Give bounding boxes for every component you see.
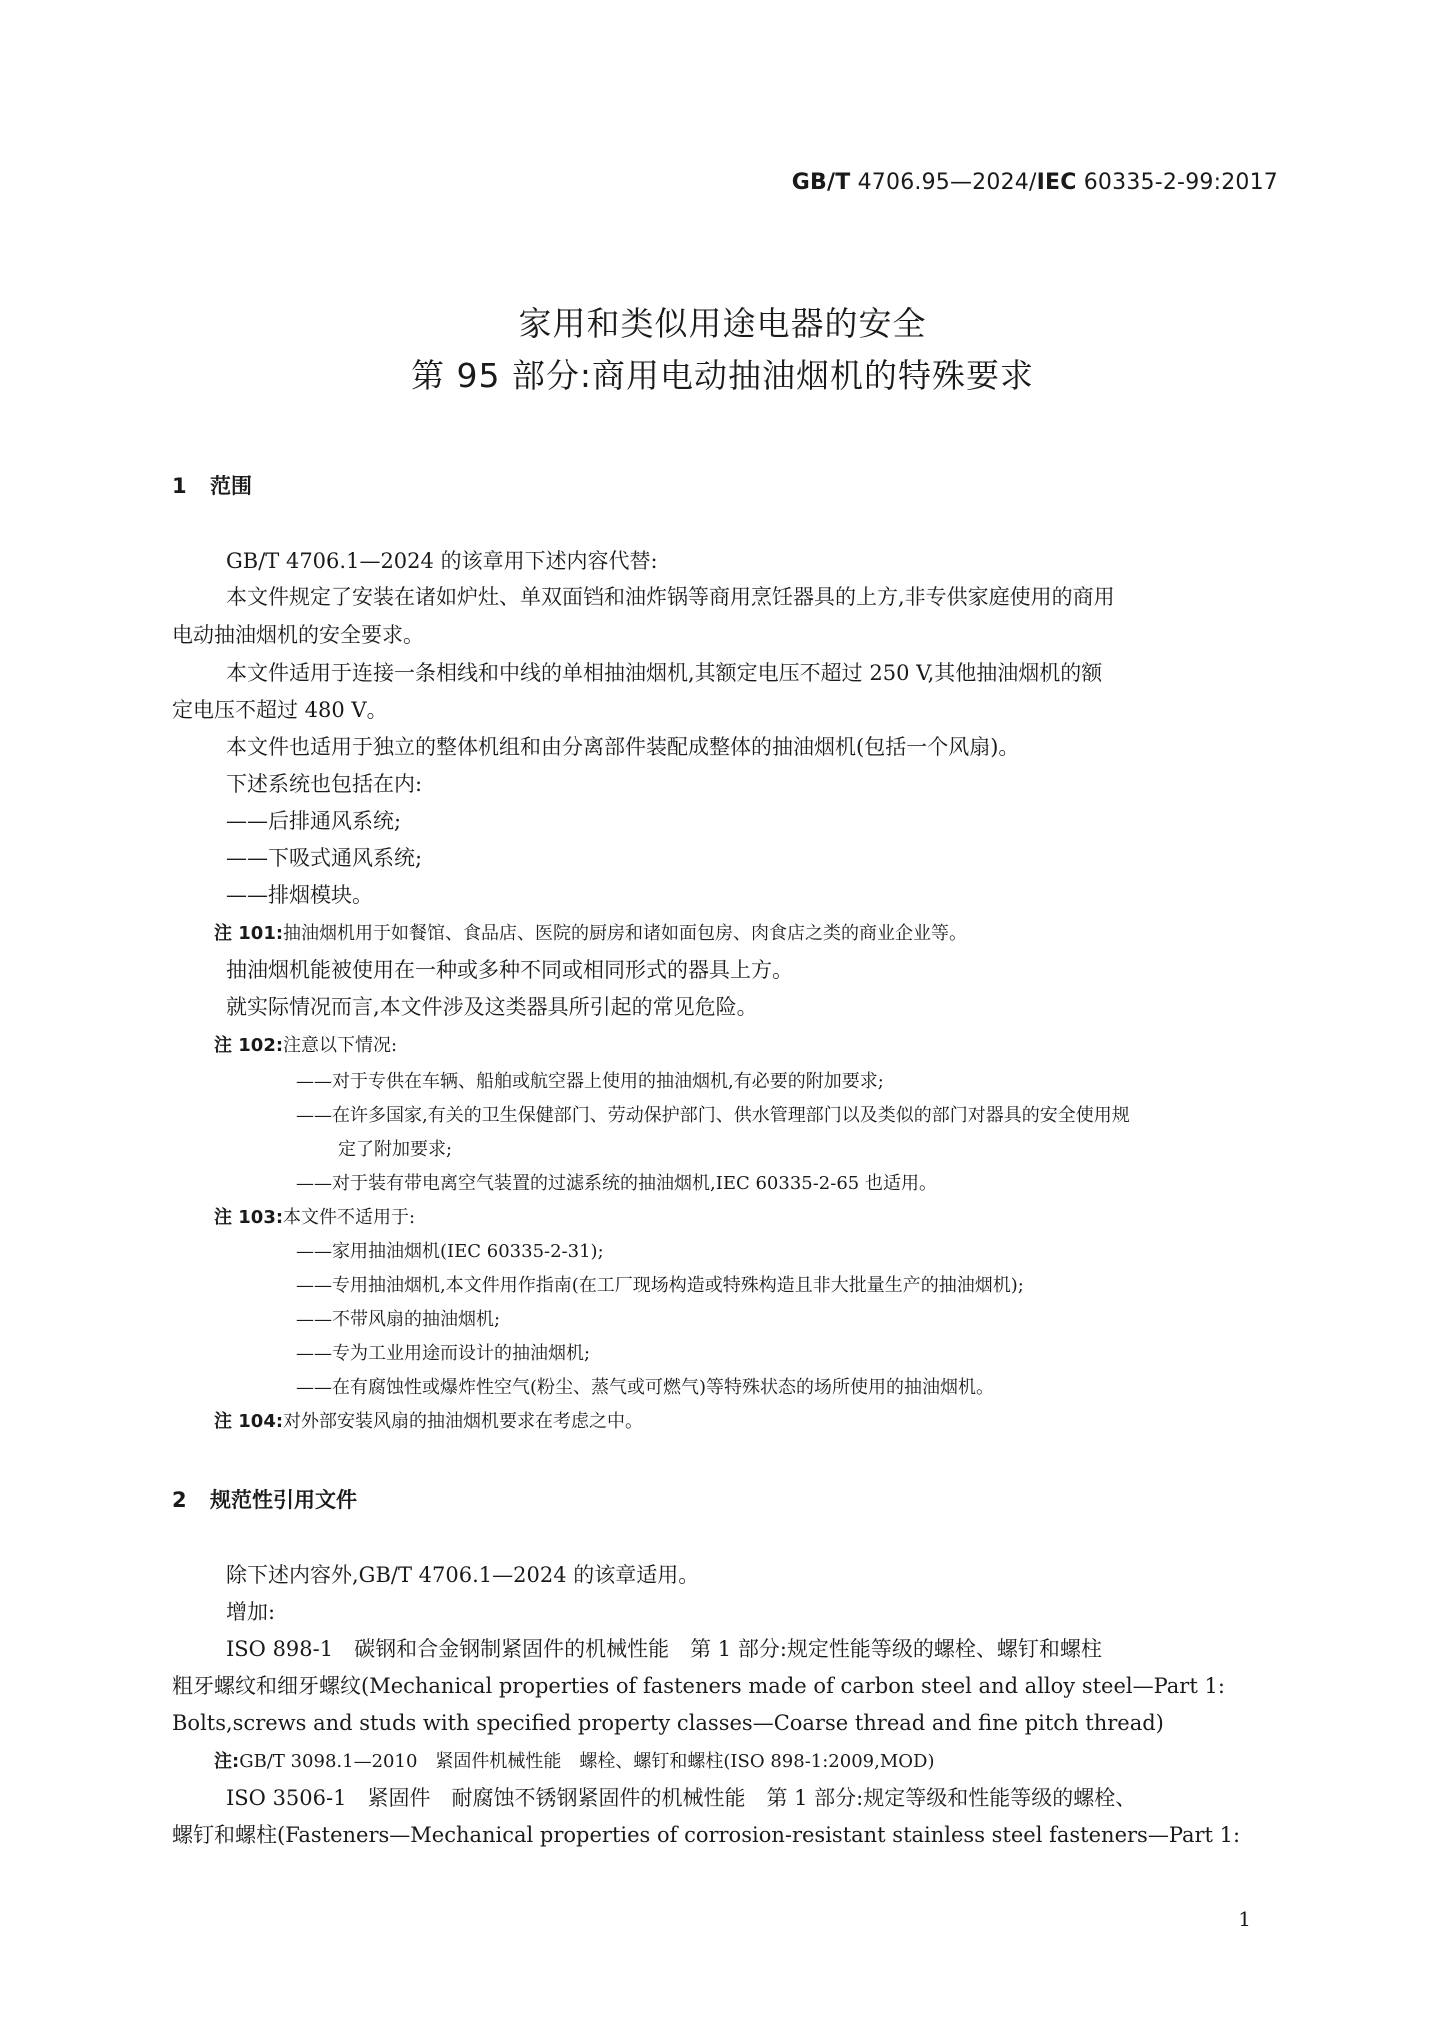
reference-entry: 螺钉和螺柱(Fasteners—Mechanical properties of corrosion-resistant stainless steel fasteners—Part 1: [172, 1823, 1241, 1847]
paragraph: 定电压不超过 480 V。 [172, 698, 388, 722]
note-list-item: ——在许多国家,有关的卫生保健部门、劳动保护部门、供水管理部门以及类似的部门对器具的安全使用规 [296, 1105, 1130, 1126]
list-item: ——下吸式通风系统; [226, 846, 423, 870]
note-101: 注 101:抽油烟机用于如餐馆、食品店、医院的厨房和诸如面包房、肉食店之类的商业企业等。 [214, 923, 968, 944]
title-line-2: 第 95 部分:商用电动抽油烟机的特殊要求 [410, 356, 1035, 395]
note-list-item: ——对于专供在车辆、船舶或航空器上使用的抽油烟机,有必要的附加要求; [296, 1071, 884, 1092]
list-item: ——后排通风系统; [226, 809, 402, 833]
title-line-1: 家用和类似用途电器的安全 [518, 304, 927, 343]
reference-entry: Bolts,screws and studs with specified property classes—Coarse thread and fine pitch thread) [172, 1711, 1164, 1735]
list-item: ——排烟模块。 [226, 883, 373, 907]
reference-entry: ISO 898-1 碳钢和合金钢制紧固件的机械性能 第 1 部分:规定性能等级的螺栓、螺钉和螺柱 [226, 1637, 1102, 1661]
note-list-item: ——专用抽油烟机,本文件用作指南(在工厂现场构造或特殊构造且非大批量生产的抽油烟机); [296, 1275, 1024, 1296]
paragraph: 本文件适用于连接一条相线和中线的单相抽油烟机,其额定电压不超过 250 V,其他抽油烟机的额 [226, 661, 1103, 685]
note-list-item: ——家用抽油烟机(IEC 60335-2-31); [296, 1241, 604, 1262]
section-2-heading: 2 规范性引用文件 [172, 1488, 357, 1512]
paragraph: 下述系统也包括在内: [226, 772, 423, 796]
paragraph: 除下述内容外,GB/T 4706.1—2024 的该章适用。 [226, 1563, 700, 1587]
paragraph: 抽油烟机能被使用在一种或多种不同或相同形式的器具上方。 [226, 958, 793, 982]
section-1-heading: 1 范围 [172, 474, 252, 498]
paragraph: GB/T 4706.1—2024 的该章用下述内容代替: [226, 549, 658, 573]
paragraph: 本文件也适用于独立的整体机组和由分离部件装配成整体的抽油烟机(包括一个风扇)。 [226, 735, 1020, 759]
note-list-item: ——不带风扇的抽油烟机; [296, 1309, 501, 1330]
reference-entry: ISO 3506-1 紧固件 耐腐蚀不锈钢紧固件的机械性能 第 1 部分:规定等级和性能等级的螺栓、 [226, 1786, 1137, 1810]
paragraph: 增加: [226, 1600, 276, 1624]
paragraph: 本文件规定了安装在诸如炉灶、单双面铛和油炸锅等商用烹饪器具的上方,非专供家庭使用的商用 [226, 585, 1115, 609]
note-list-item: ——在有腐蚀性或爆炸性空气(粉尘、蒸气或可燃气)等特殊状态的场所使用的抽油烟机。 [296, 1377, 995, 1398]
reference-entry: 粗牙螺纹和细牙螺纹(Mechanical properties of fasteners made of carbon steel and alloy steel—Part 1: [172, 1674, 1225, 1698]
standard-code: GB/T 4706.95—2024/IEC 60335-2-99:2017 [791, 170, 1278, 195]
page-number: 1 [1238, 1907, 1251, 1931]
note-list-item: 定了附加要求; [338, 1139, 453, 1160]
reference-note: 注:GB/T 3098.1—2010 紧固件机械性能 螺栓、螺钉和螺柱(ISO 898-1:2009,MOD) [214, 1751, 935, 1772]
note-list-item: ——专为工业用途而设计的抽油烟机; [296, 1343, 591, 1364]
note-104: 注 104:对外部安装风扇的抽油烟机要求在考虑之中。 [214, 1411, 644, 1432]
note-102: 注 102:注意以下情况: [214, 1035, 398, 1056]
paragraph: 电动抽油烟机的安全要求。 [172, 623, 424, 647]
note-103: 注 103:本文件不适用于: [214, 1207, 416, 1228]
note-list-item: ——对于装有带电离空气装置的过滤系统的抽油烟机,IEC 60335-2-65 也适用。 [296, 1173, 937, 1194]
paragraph: 就实际情况而言,本文件涉及这类器具所引起的常见危险。 [226, 995, 758, 1019]
